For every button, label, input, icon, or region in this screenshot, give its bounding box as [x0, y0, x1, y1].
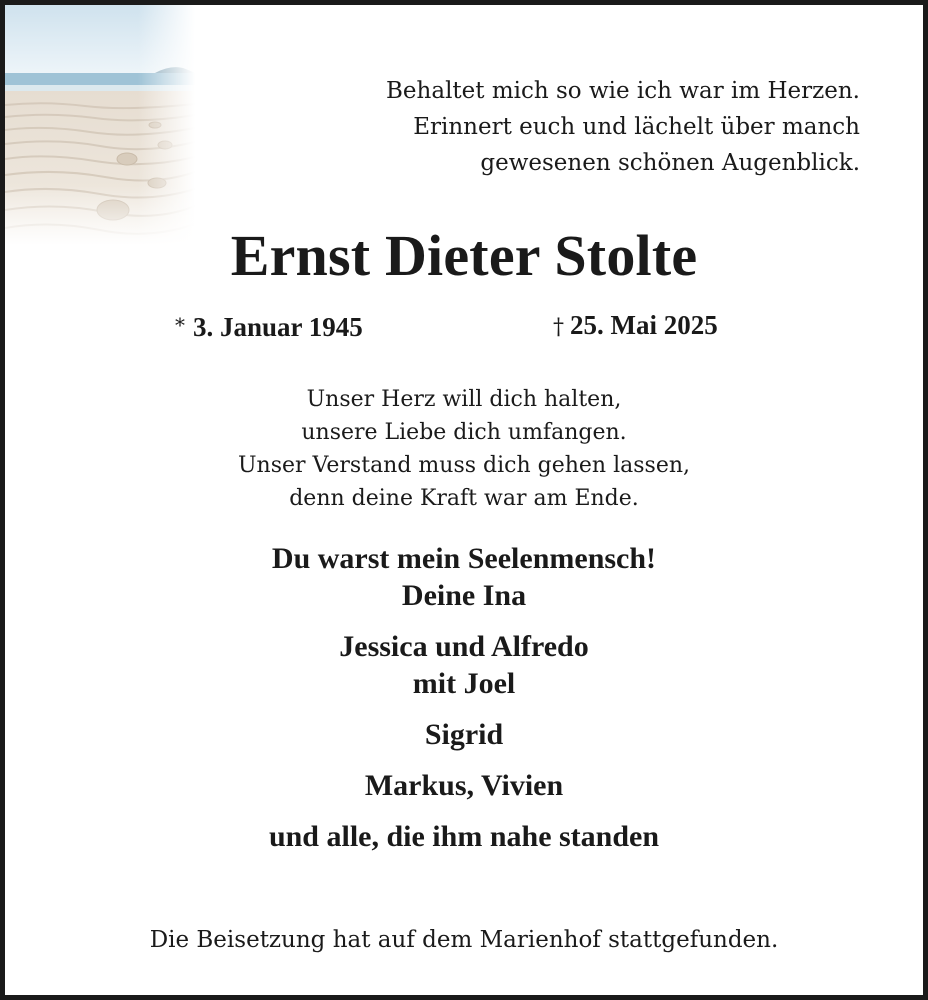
beach-footprints-image: [5, 5, 195, 245]
death-date-line: [553, 307, 718, 346]
mourner-group: [5, 818, 923, 855]
poem-line: denn deine Kraft war am Ende.: [289, 486, 639, 511]
poem-line: Unser Verstand muss dich gehen lassen,: [238, 453, 690, 478]
birth-star-icon: *: [175, 313, 185, 337]
poem-line: Unser Herz will dich halten,: [306, 387, 622, 412]
motto-verse: [386, 73, 860, 181]
death-cross-icon: †: [553, 315, 564, 340]
mourner-line: Du warst mein Seelenmensch!: [271, 542, 657, 575]
mourner-line: Jessica und Alfredo: [339, 630, 589, 663]
mourner-group: [5, 540, 923, 614]
death-date: 25. Mai 2025: [570, 310, 718, 340]
mourner-group: [5, 716, 923, 753]
motto-line: gewesenen schönen Augenblick.: [480, 150, 860, 176]
motto-line: Behaltet mich so wie ich war im Herzen.: [386, 78, 860, 104]
poem-line: unsere Liebe dich umfangen.: [301, 420, 627, 445]
mourners-list: [5, 540, 923, 855]
mourner-line: mit Joel: [412, 667, 516, 700]
deceased-name: Ernst Dieter Stolte: [230, 223, 698, 288]
mourner-line: Sigrid: [424, 718, 504, 751]
mourner-group: [5, 628, 923, 702]
mourner-line: Deine Ina: [401, 579, 527, 612]
poem-verse: [5, 383, 923, 515]
burial-notice: Die Beisetzung hat auf dem Marienhof stattgefunden.: [149, 927, 779, 953]
mourner-line: und alle, die ihm nahe standen: [268, 820, 660, 853]
birth-date-line: [175, 307, 363, 345]
motto-line: Erinnert euch und lächelt über manch: [413, 114, 860, 140]
beach-footprints-illustration: [5, 5, 195, 245]
mourner-group: [5, 767, 923, 804]
birth-date: 3. Januar 1945: [193, 312, 363, 342]
mourner-line: Markus, Vivien: [364, 769, 564, 802]
